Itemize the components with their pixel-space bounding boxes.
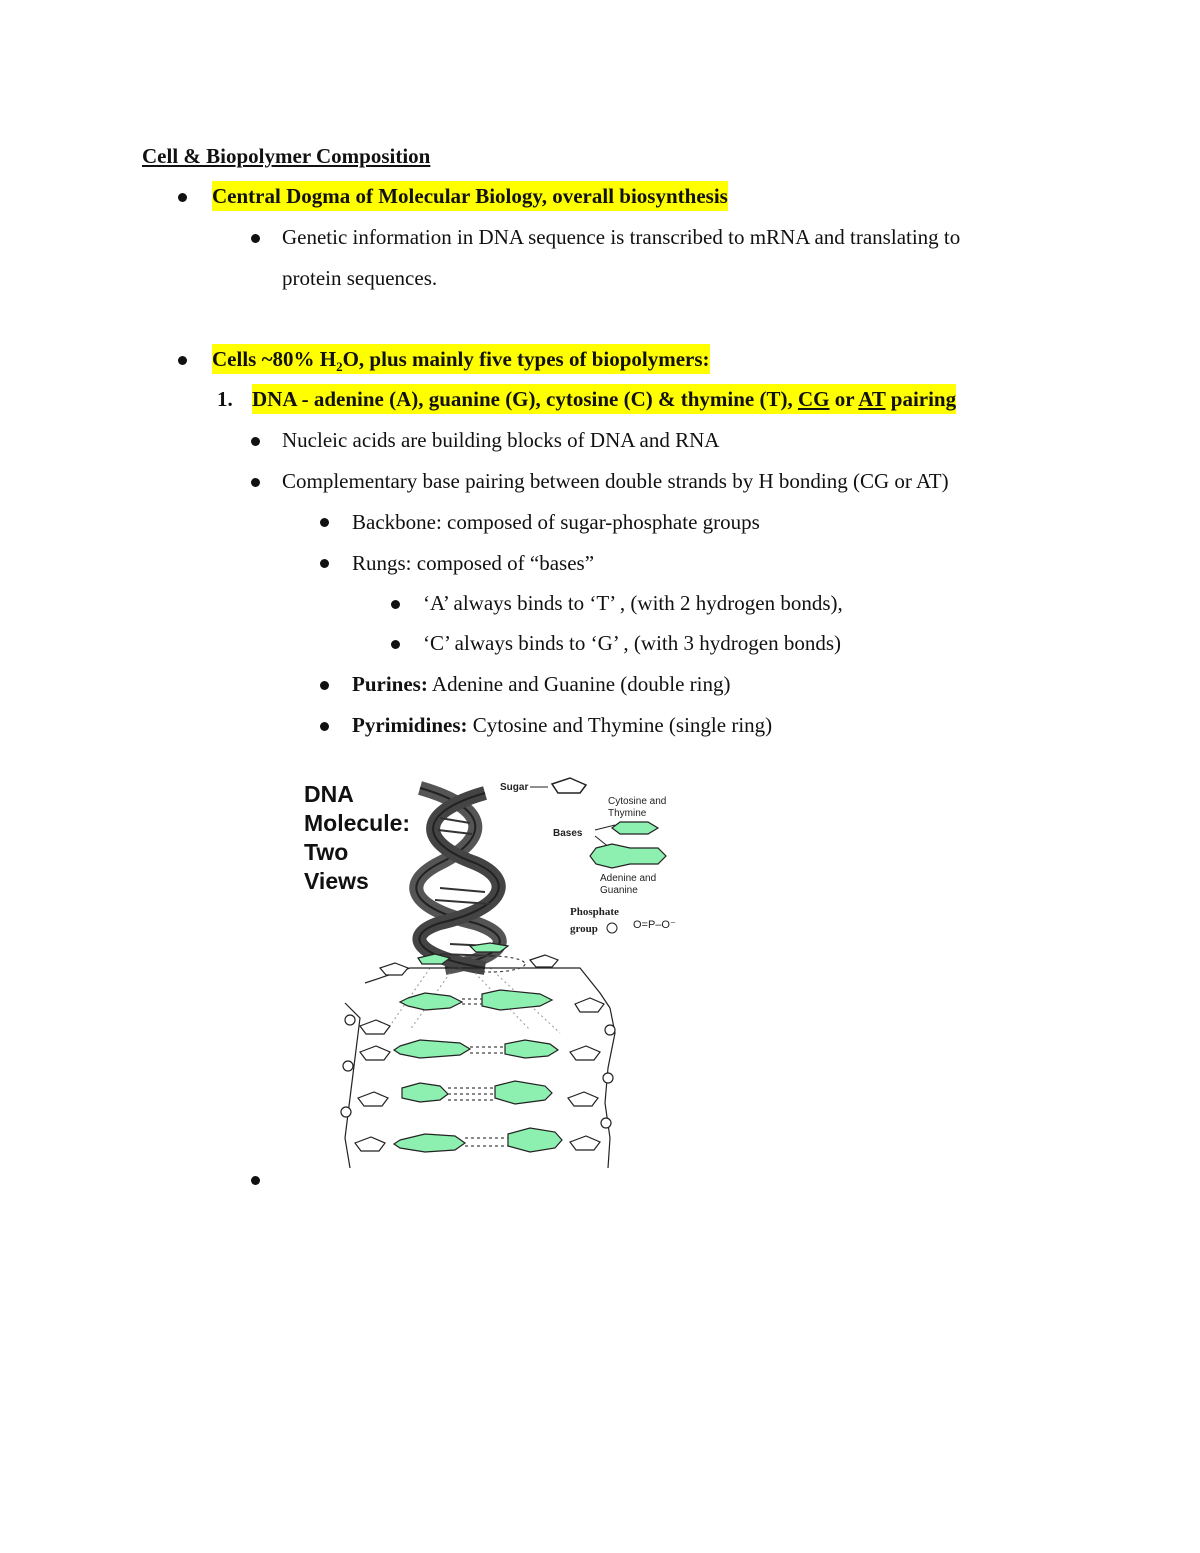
bullet-icon	[391, 640, 400, 649]
cytosine-thymine-label-1: Cytosine and	[608, 796, 667, 807]
pyrimidines-text: Cytosine and Thymine (single ring)	[467, 713, 773, 737]
page-title: Cell & Biopolymer Composition	[142, 144, 431, 168]
cells-heading-sub: 2	[336, 359, 343, 375]
genetic-info-line2: protein sequences.	[282, 266, 438, 290]
dna-ladder-view	[341, 943, 615, 1168]
bases-label: Bases	[553, 828, 583, 839]
purines-line	[352, 669, 731, 699]
dna-figure-svg	[290, 768, 700, 1188]
pairing-text: pairing	[885, 387, 957, 411]
bullet-icon	[320, 518, 329, 527]
empty-bullet-icon	[251, 1176, 260, 1185]
bullet-icon	[391, 600, 400, 609]
adenine-guanine-label-2: Guanine	[600, 885, 638, 896]
figure-title-line-2: Molecule:	[304, 810, 411, 836]
cells-heading	[212, 344, 710, 374]
bullet-icon	[320, 681, 329, 690]
sugar-pentagon-icon	[552, 778, 586, 793]
cells-heading-post: O, plus mainly five types of biopolymers:	[342, 347, 710, 371]
pyrimidines-label: Pyrimidines:	[352, 713, 468, 737]
phosphate-label-1: Phosphate	[570, 906, 619, 918]
complementary-pairing-text: Complementary base pairing between double strands by H bonding (CG or AT)	[282, 469, 949, 493]
nucleic-acids-text: Nucleic acids are building blocks of DNA and RNA	[282, 428, 720, 452]
figure-title-line-1: DNA	[304, 781, 354, 807]
bullet-icon	[178, 356, 187, 365]
dna-heading-text: DNA - adenine (A), guanine (G), cytosine (C) & thymine (T),	[252, 387, 798, 411]
cytosine-thymine-label-2: Thymine	[608, 808, 647, 819]
dna-heading	[252, 384, 956, 414]
purines-label: Purines:	[352, 672, 428, 696]
figure-title-line-4: Views	[304, 868, 369, 894]
a-binds-t-text: ‘A’ always binds to ‘T’ , (with 2 hydrogen bonds),	[423, 591, 843, 615]
sugar-label: Sugar	[500, 782, 529, 793]
genetic-info-line1: Genetic information in DNA sequence is transcribed to mRNA and translating to	[282, 225, 961, 249]
bullet-icon	[251, 437, 260, 446]
central-dogma-heading: Central Dogma of Molecular Biology, overall biosynthesis	[212, 181, 728, 211]
pyrimidines-line	[352, 710, 772, 740]
item-number: 1.	[217, 387, 233, 411]
bullet-icon	[320, 559, 329, 568]
cells-heading-pre: Cells ~80% H	[212, 347, 337, 371]
adenine-guanine-label-1: Adenine and	[600, 873, 657, 884]
pyrimidine-shape-icon	[612, 822, 658, 834]
figure-title-line-3: Two	[304, 839, 349, 865]
rungs-text: Rungs: composed of “bases”	[352, 551, 595, 575]
bullet-icon	[320, 722, 329, 731]
c-binds-g-text: ‘C’ always binds to ‘G’ , (with 3 hydrogen bonds)	[423, 631, 841, 655]
backbone-text: Backbone: composed of sugar-phosphate groups	[352, 510, 760, 534]
bullet-icon	[178, 193, 187, 202]
bullet-icon	[251, 478, 260, 487]
at-text: AT	[858, 387, 886, 411]
cg-text: CG	[797, 387, 830, 411]
phosphate-formula: O=P–O⁻	[633, 919, 676, 931]
purine-shape-icon	[590, 844, 666, 868]
purines-text: Adenine and Guanine (double ring)	[427, 672, 731, 696]
figure-legend	[500, 778, 676, 935]
bullet-icon	[251, 234, 260, 243]
or-text: or	[829, 387, 859, 411]
dna-molecule-figure	[290, 768, 700, 1188]
phosphate-label-2: group	[570, 923, 598, 935]
